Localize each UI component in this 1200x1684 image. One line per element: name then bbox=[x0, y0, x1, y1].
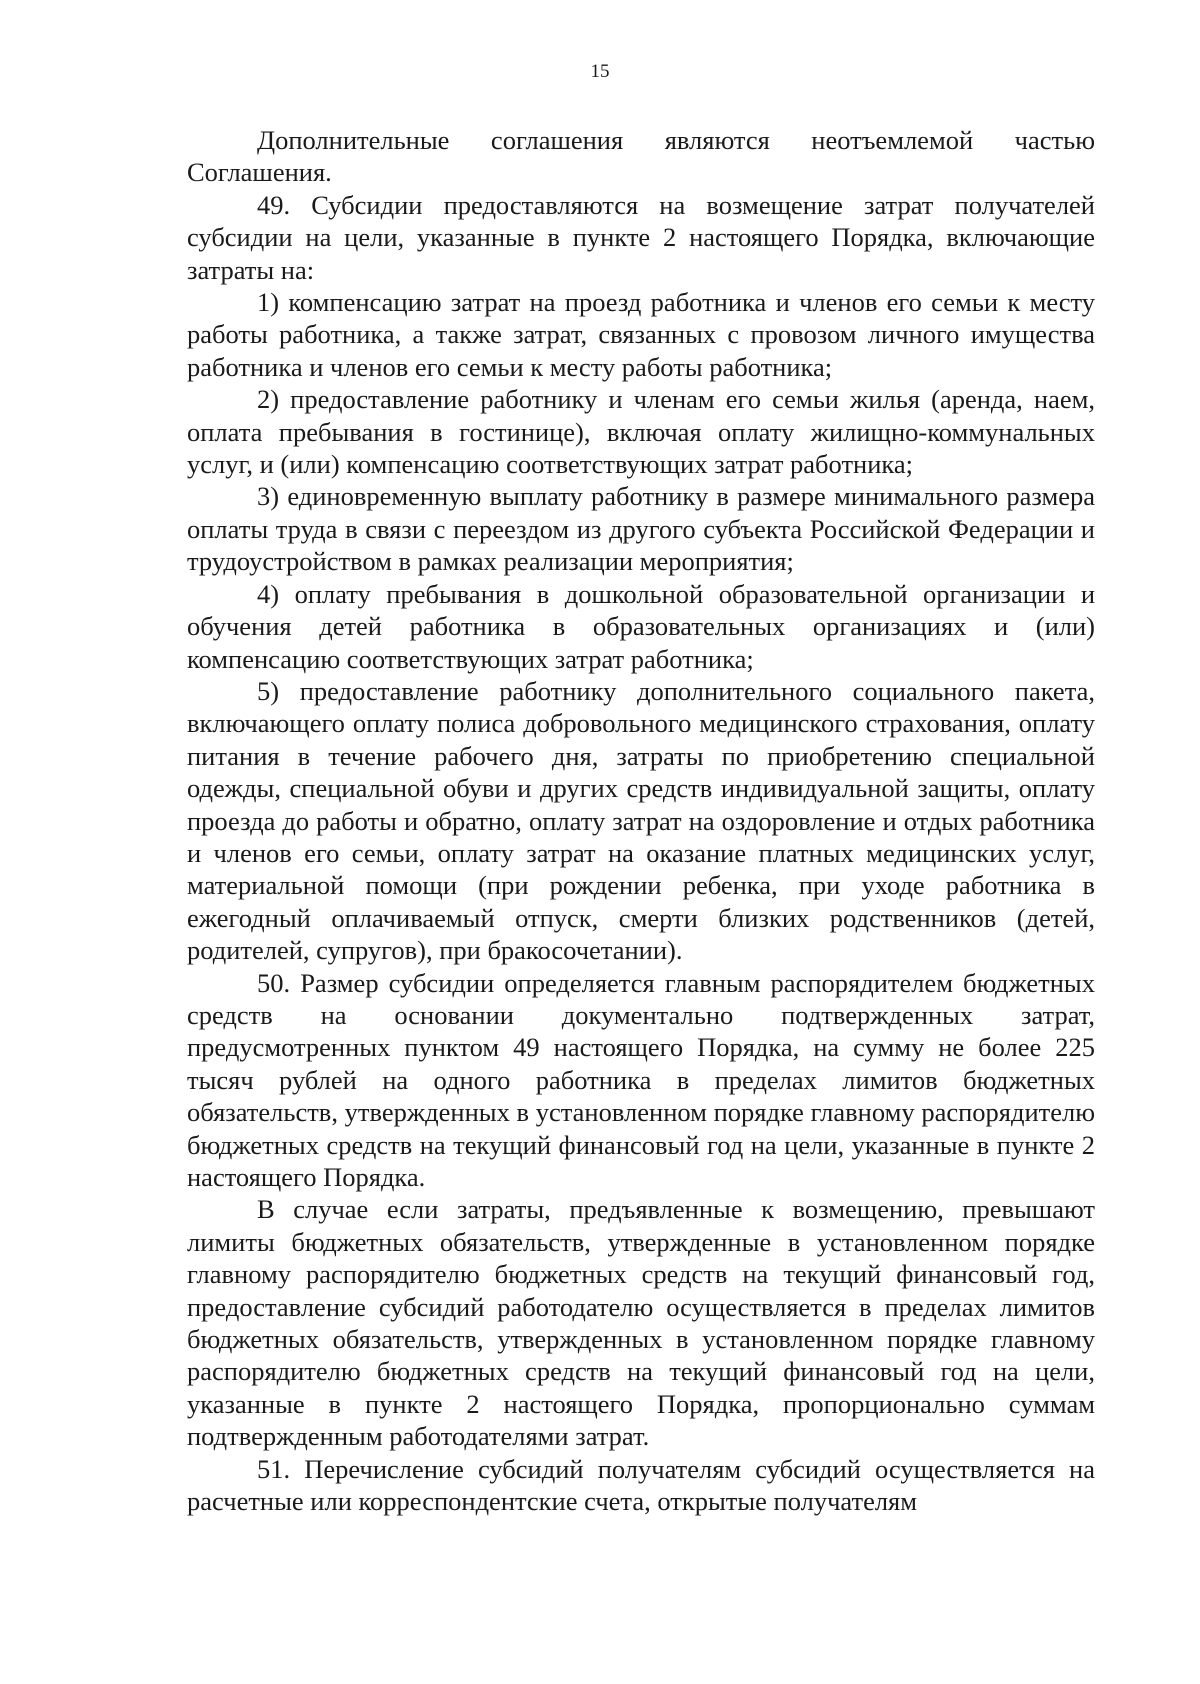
page-number: 15 bbox=[590, 61, 610, 82]
list-item-5: 5) предоставление работнику дополнительного социального пакета, включающего оплату полиса добровольного медицинского страхования, оплату питания в течение рабочего дня, затраты по приобретению специальной одежды, специальной обуви и других средств индивидуальной защиты, оплату проезда до работы и обратно, оплату затрат на оздоровление и отдых работника и членов его семьи, оплату затрат на оказание платных медицинских услуг, материальной помощи (при рождении ребенка, при уходе работника в ежегодный оплачиваемый отпуск, смерти близких родственников (детей, родителей, супругов), при бракосочетании). bbox=[187, 675, 1095, 966]
paragraph-clause-50: 50. Размер субсидии определяется главным распорядителем бюджетных средств на основании документально подтвержденных затрат, предусмотренных пунктом 49 настоящего Порядка, на сумму не более 225 тысяч рублей на одного работника в пределах лимитов бюджетных обязательств, утвержденных в установленном порядке главному распорядителю бюджетных средств на текущий финансовый год на цели, указанные в пункте 2 настоящего Порядка. bbox=[187, 967, 1095, 1192]
paragraph-excess-costs: В случае если затраты, предъявленные к возмещению, превышают лимиты бюджетных обязательств, утвержденные в установленном порядке главному распорядителю бюджетных средств на текущий финансовый год, предоставление субсидий работодателю осуществляется в пределах лимитов бюджетных обязательств, утвержденных в установленном порядке главному распорядителю бюджетных средств на текущий финансовый год на цели, указанные в пункте 2 настоящего Порядка, пропорционально суммам подтвержденным работодателями затрат. bbox=[187, 1194, 1095, 1452]
paragraph-clause-49: 49. Субсидии предоставляются на возмещение затрат получателей субсидии на цели, указанные в пункте 2 настоящего Порядка, включающие затраты на: bbox=[187, 189, 1095, 285]
list-item-4: 4) оплату пребывания в дошкольной образовательной организации и обучения детей работника в образовательных организациях и (или) компенсацию соответствующих затрат работника; bbox=[187, 578, 1095, 674]
paragraph-clause-51: 51. Перечисление субсидий получателям субсидий осуществляется на расчетные или корреспондентские счета, открытые получателям bbox=[187, 1453, 1095, 1517]
list-item-2: 2) предоставление работнику и членам его семьи жилья (аренда, наем, оплата пребывания в гостинице), включая оплату жилищно-коммунальных услуг, и (или) компенсацию соответствующих затрат работника; bbox=[187, 384, 1095, 480]
list-item-1: 1) компенсацию затрат на проезд работника и членов его семьи к месту работы работника, а также затрат, связанных с провозом личного имущества работника и членов его семьи к месту работы работника; bbox=[187, 287, 1095, 382]
document-text-body bbox=[187, 124, 1095, 1517]
paragraph-supplementary-agreements: Дополнительные соглашения являются неотъемлемой частью Соглашения. bbox=[187, 125, 1095, 188]
list-item-3: 3) единовременную выплату работнику в размере минимального размера оплаты труда в связи с переездом из другого субъекта Российской Федерации и трудоустройством в рамках реализации мероприятия; bbox=[187, 481, 1095, 577]
